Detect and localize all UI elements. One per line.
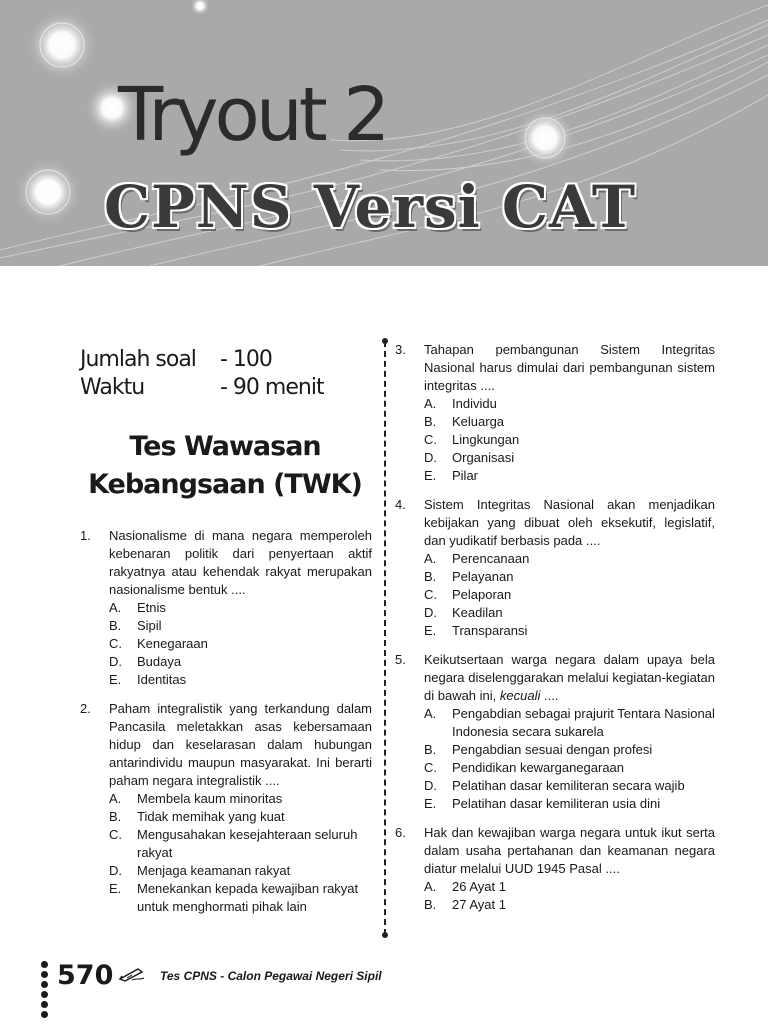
glow-orb — [26, 9, 98, 81]
footer-dots — [41, 961, 49, 1021]
meta-waktu-label: Waktu — [80, 375, 145, 400]
option-text: Pilar — [452, 468, 479, 483]
column-divider — [384, 341, 386, 935]
option-text: Pendidikan kewarganegaraan — [452, 760, 625, 775]
option-text: Menjaga keamanan rakyat — [137, 863, 291, 878]
answer-option — [109, 862, 372, 880]
answer-option — [109, 599, 372, 617]
question-stem-text: Sistem Integritas Nasional akan menjadikan kebijakan yang dibuat oleh eksekutif, legislatif, dan yudikatif berbasis pada .... — [424, 497, 715, 548]
answer-option — [109, 653, 372, 671]
option-letter: A. — [424, 879, 437, 894]
question-stem — [424, 651, 715, 705]
column-left — [80, 527, 372, 927]
page-number: 570 — [57, 960, 114, 991]
question-stem-text: Nasionalisme di mana negara memperoleh kebenaran politik dari penyertaan aktif rakyatnya atau kehendak rakyat merupakan nasionalisme bentuk .... — [109, 528, 372, 597]
option-letter: D. — [424, 450, 437, 465]
question-stem-text: Keikutsertaan warga negara dalam upaya bela negara diselenggarakan melalui kegiatan-kegiatan di bawah ini, — [424, 652, 715, 703]
option-text: Etnis — [137, 600, 166, 615]
answer-option — [424, 431, 715, 449]
question-stem-text: Tahapan pembangunan Sistem Integritas Nasional harus dimulai dari pembangunan sistem integritas .... — [424, 342, 715, 393]
option-letter: D. — [109, 654, 122, 669]
question-number: 1. — [80, 528, 91, 543]
question-number: 4. — [395, 497, 406, 512]
option-letter: B. — [109, 618, 122, 633]
option-text: Menekankan kepada kewajiban rakyat untuk menghormati pihak lain — [137, 881, 359, 914]
section-title-line2: Kebangsaan (TWK) — [88, 469, 362, 500]
question-number: 5. — [395, 652, 406, 667]
option-text: Sipil — [137, 618, 162, 633]
question-item — [395, 651, 715, 813]
answer-option — [109, 826, 372, 862]
option-text: Lingkungan — [452, 432, 520, 447]
option-letter: C. — [424, 432, 437, 447]
option-text: Perencanaan — [452, 551, 530, 566]
meta-soal-value: - 100 — [220, 347, 272, 372]
tryout-title: Tryout 2 — [118, 72, 387, 158]
option-text: Membela kaum minoritas — [137, 791, 283, 806]
question-body — [109, 527, 372, 689]
question-item — [80, 527, 372, 689]
option-text: Transparansi — [452, 623, 528, 638]
question-item — [395, 496, 715, 640]
answer-option — [109, 790, 372, 808]
question-stem-text: Hak dan kewajiban warga negara untuk ikut serta dalam usaha pertahanan dan keamanan negara diatur melalui UUD 1945 Pasal .... — [424, 825, 715, 876]
section-title-line1: Tes Wawasan — [129, 431, 321, 462]
answer-option — [424, 413, 715, 431]
question-stem — [424, 496, 715, 550]
answer-option — [109, 671, 372, 689]
question-stem-text: Paham integralistik yang terkandung dalam Pancasila meletakkan asas kebersamaan hidup dan keselarasan dalam hubungan antarindividu maupun masyarakat. Ini berarti paham negara integralistik .... — [109, 701, 372, 788]
option-letter: C. — [109, 636, 122, 651]
option-letter: A. — [424, 706, 437, 721]
answer-option — [424, 759, 715, 777]
option-text: Individu — [452, 396, 497, 411]
pen-icon — [118, 966, 146, 987]
option-letter: D. — [109, 863, 122, 878]
answer-option — [424, 777, 715, 795]
divider-dot — [382, 932, 388, 938]
option-letter: A. — [109, 600, 122, 615]
question-stem — [109, 700, 372, 790]
option-letter: E. — [424, 623, 437, 638]
option-text: Budaya — [137, 654, 182, 669]
question-number: 6. — [395, 825, 406, 840]
question-stem-tail: .... — [540, 688, 559, 703]
option-text: Tidak memihak yang kuat — [137, 809, 285, 824]
meta-waktu-value: - 90 menit — [220, 375, 324, 400]
glow-orb — [513, 106, 577, 170]
option-letter: D. — [424, 605, 437, 620]
answer-option — [424, 622, 715, 640]
question-number: 2. — [80, 701, 91, 716]
option-text: Pengabdian sesuai dengan profesi — [452, 742, 653, 757]
cpns-subtitle: CPNS Versi CAT — [104, 173, 637, 241]
option-letter: A. — [424, 551, 437, 566]
answer-option — [424, 395, 715, 413]
question-body — [109, 700, 372, 916]
option-text: 26 Ayat 1 — [452, 879, 506, 894]
answer-option — [424, 586, 715, 604]
option-text: Identitas — [137, 672, 187, 687]
option-letter: B. — [424, 569, 437, 584]
answer-option — [424, 550, 715, 568]
answer-option — [424, 741, 715, 759]
question-body — [424, 496, 715, 640]
option-letter: E. — [109, 881, 122, 896]
option-letter: B. — [424, 742, 437, 757]
option-letter: E. — [109, 672, 122, 687]
question-body — [424, 824, 715, 914]
answer-option — [424, 604, 715, 622]
answer-option — [424, 705, 715, 741]
divider-dot — [382, 338, 388, 344]
option-text: Pelaporan — [452, 587, 512, 602]
option-text: Organisasi — [452, 450, 515, 465]
exam-meta — [80, 346, 324, 402]
answer-option — [424, 896, 715, 914]
meta-row-soal — [80, 346, 324, 374]
footer-text: Tes CPNS - Calon Pegawai Negeri Sipil — [160, 969, 382, 983]
option-text: 27 Ayat 1 — [452, 897, 506, 912]
option-text: Keluarga — [452, 414, 505, 429]
option-text: Pelatihan dasar kemiliteran secara wajib — [452, 778, 685, 793]
option-letter: C. — [424, 760, 437, 775]
option-text: Pelayanan — [452, 569, 514, 584]
answer-option — [424, 449, 715, 467]
option-text: Pengabdian sebagai prajurit Tentara Nasional Indonesia secara sukarela — [452, 706, 715, 739]
question-body — [424, 651, 715, 813]
option-text: Pelatihan dasar kemiliteran usia dini — [452, 796, 661, 811]
question-item — [395, 341, 715, 485]
answer-option — [109, 635, 372, 653]
option-letter: A. — [109, 791, 122, 806]
answer-option — [424, 795, 715, 813]
option-text: Mengusahakan kesejahteraan seluruh rakyat — [137, 827, 358, 860]
question-stem — [424, 341, 715, 395]
answer-option — [424, 878, 715, 896]
question-number: 3. — [395, 342, 406, 357]
question-item — [80, 700, 372, 916]
question-stem-emphasis: kecuali — [499, 688, 541, 703]
glow-orb — [190, 0, 210, 16]
meta-row-waktu — [80, 374, 324, 402]
answer-option — [109, 880, 372, 916]
answer-option — [424, 467, 715, 485]
option-letter: B. — [109, 809, 122, 824]
option-text: Kenegaraan — [137, 636, 208, 651]
meta-soal-label: Jumlah soal — [80, 347, 196, 372]
option-letter: B. — [424, 897, 437, 912]
option-letter: D. — [424, 778, 437, 793]
option-letter: A. — [424, 396, 437, 411]
option-letter: C. — [424, 587, 437, 602]
option-letter: B. — [424, 414, 437, 429]
option-letter: E. — [424, 796, 437, 811]
answer-option — [424, 568, 715, 586]
answer-option — [109, 808, 372, 826]
glow-orb — [14, 158, 82, 226]
question-item — [395, 824, 715, 914]
question-stem — [109, 527, 372, 599]
answer-option — [109, 617, 372, 635]
question-body — [424, 341, 715, 485]
section-title — [72, 428, 378, 504]
option-letter: E. — [424, 468, 437, 483]
header-banner — [0, 0, 768, 266]
column-right — [395, 341, 715, 925]
option-text: Keadilan — [452, 605, 503, 620]
question-stem — [424, 824, 715, 878]
option-letter: C. — [109, 827, 122, 842]
